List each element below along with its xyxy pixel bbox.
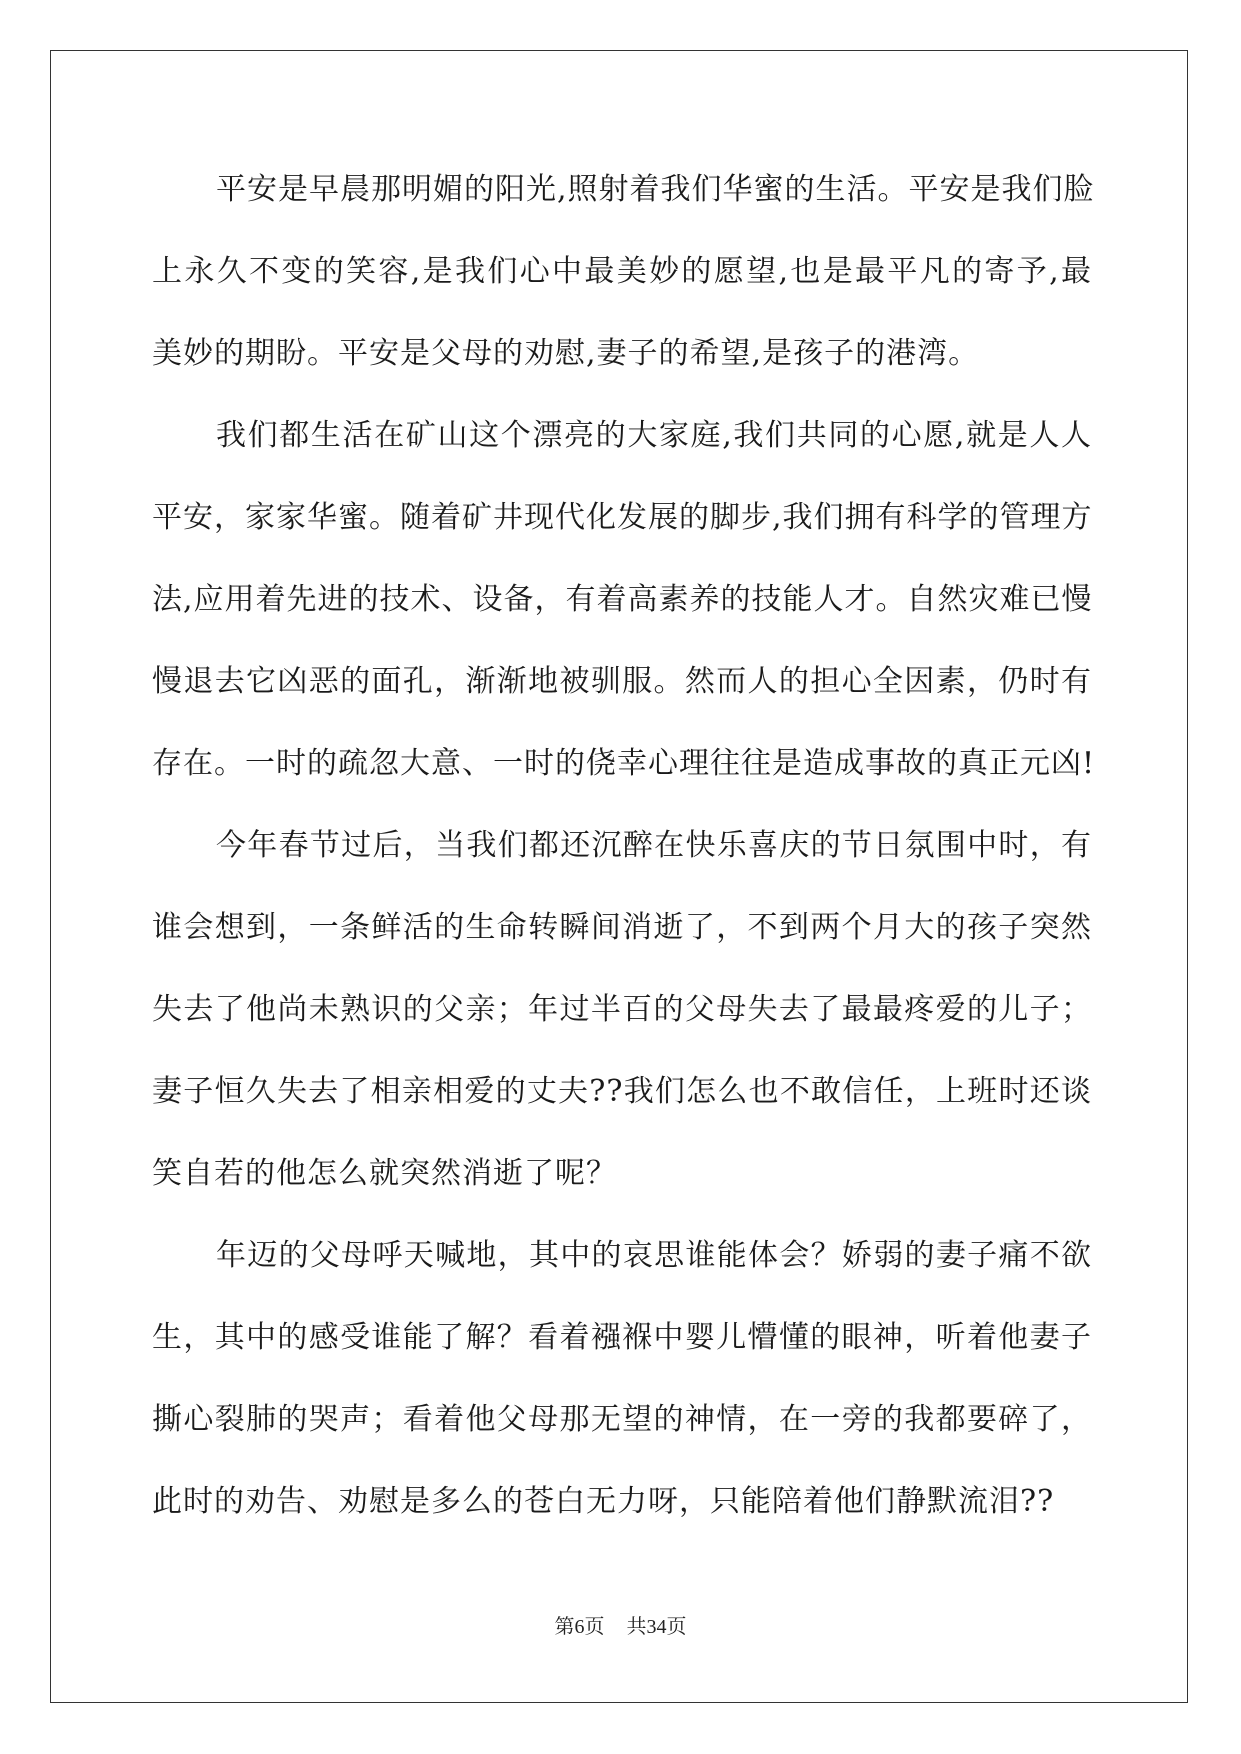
text-line: 此时的劝告、劝慰是多么的苍白无力呀，只能陪着他们静默流泪?? — [152, 1484, 1055, 1519]
document-body — [152, 160, 1096, 1554]
text-line: 美妙的期盼。平安是父母的劝慰,妻子的希望,是孩子的港湾。 — [152, 336, 980, 371]
text-line: 存在。一时的疏忽大意、一时的侥幸心理往往是造成事故的真正元凶! — [152, 746, 1096, 781]
text-line: 我们都生活在矿山这个漂亮的大家庭,我们共同的心愿,就是人人 — [216, 418, 1092, 453]
text-line: 慢退去它凶恶的面孔，渐渐地被驯服。然而人的担心全因素，仍时有 — [152, 664, 1092, 699]
text-line: 撕心裂肺的哭声；看着他父母那无望的神情，在一旁的我都要碎了， — [152, 1402, 1092, 1437]
page-footer — [0, 1610, 1241, 1639]
text-line: 笑自若的他怎么就突然消逝了呢？ — [152, 1156, 617, 1191]
text-line: 生，其中的感受谁能了解？看着襁褓中婴儿懵懂的眼神，听着他妻子 — [152, 1320, 1092, 1355]
text-line: 上永久不变的笑容,是我们心中最美妙的愿望,也是最平凡的寄予,最 — [152, 254, 1092, 289]
text-line: 失去了他尚未熟识的父亲；年过半百的父母失去了最最疼爱的儿子； — [152, 992, 1092, 1027]
text-line: 法,应用着先进的技术、设备，有着高素养的技能人才。自然灾难已慢 — [152, 582, 1093, 617]
text-line: 谁会想到，一条鲜活的生命转瞬间消逝了，不到两个月大的孩子突然 — [152, 910, 1092, 945]
text-line: 年迈的父母呼天喊地，其中的哀思谁能体会？娇弱的妻子痛不欲 — [216, 1238, 1092, 1273]
page-total: 共34页 — [626, 1616, 687, 1638]
text-line: 平安是早晨那明媚的阳光,照射着我们华蜜的生活。平安是我们脸 — [216, 172, 1095, 207]
text-line: 平安，家家华蜜。随着矿井现代化发展的脚步,我们拥有科学的管理方 — [152, 500, 1093, 535]
text-line: 妻子恒久失去了相亲相爱的丈夫??我们怎么也不敢信任，上班时还谈 — [152, 1074, 1092, 1109]
text-line: 今年春节过后，当我们都还沉醉在快乐喜庆的节日氛围中时，有 — [216, 828, 1092, 863]
page-number: 第6页 — [554, 1616, 605, 1638]
